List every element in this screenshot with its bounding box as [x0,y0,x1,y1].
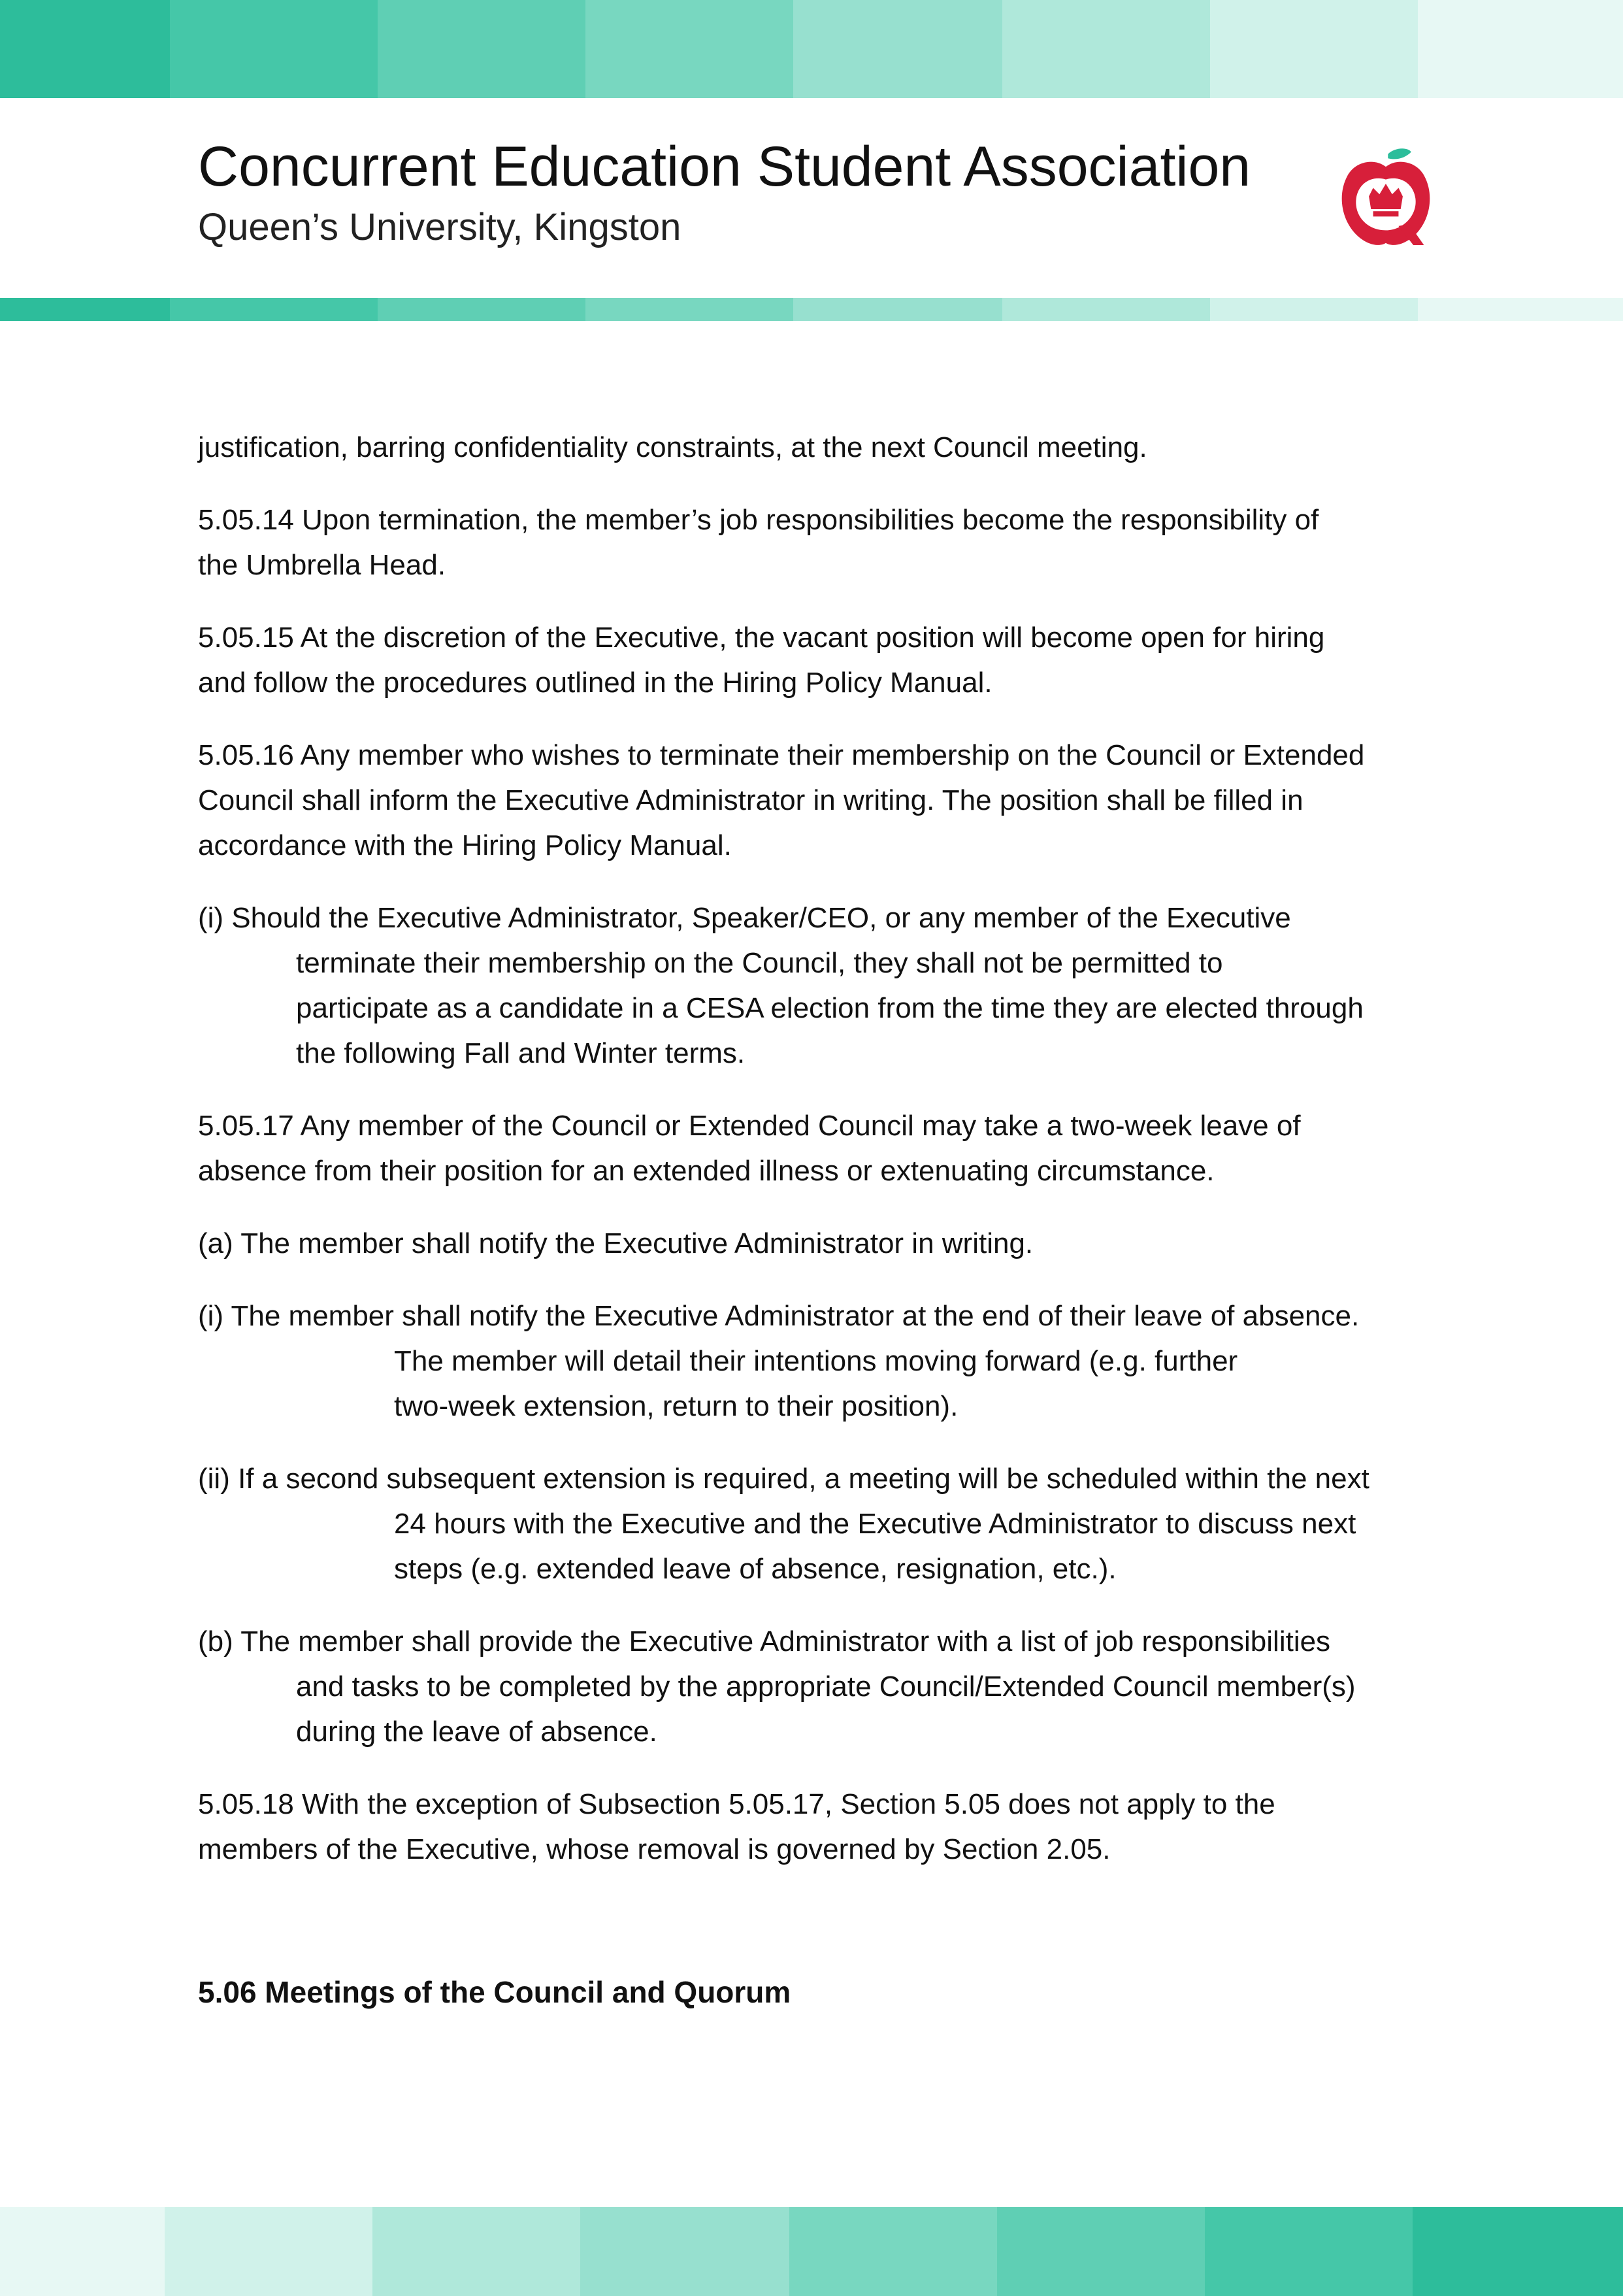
text-line: 5.05.17 Any member of the Council or Extended Council may take a two-week leave of [198,1110,1301,1142]
band-segment [585,0,793,98]
text-line: the following Fall and Winter terms. [296,1037,746,1069]
band-segment [170,298,378,321]
band-segment [997,2207,1205,2296]
text-line: accordance with the Hiring Policy Manual. [198,829,732,861]
band-segment [1002,0,1210,98]
clause-5-05-14 [198,497,1472,588]
text-line: steps (e.g. extended leave of absence, resignation, etc.). [394,1553,1117,1585]
band-segment [378,0,585,98]
text-line: members of the Executive, whose removal is governed by Section 2.05. [198,1833,1111,1865]
text-line: participate as a candidate in a CESA election from the time they are elected through [296,992,1364,1024]
clause-5-05-15 [198,615,1472,705]
text-line: and follow the procedures outlined in the Hiring Policy Manual. [198,667,992,699]
band-segment [372,2207,580,2296]
clause-5-05-16-i [198,895,1472,1076]
band-segment [793,298,1002,321]
apple-crown-q-logo [1333,148,1439,254]
bottom-color-band [0,2207,1623,2296]
clause-5-05-17-a-i [198,1293,1472,1429]
text-line: (b) The member shall provide the Executive Administrator with a list of job responsibilities [198,1625,1331,1657]
text-line: absence from their position for an extended illness or extenuating circumstance. [198,1155,1215,1187]
header-color-rule [0,298,1623,321]
text-line: 5.05.15 At the discretion of the Executive, the vacant position will become open for hiring [198,622,1325,654]
band-segment [378,298,585,321]
text-line: 24 hours with the Executive and the Executive Administrator to discuss next [394,1508,1356,1540]
band-segment [1210,0,1418,98]
band-segment [1418,0,1623,98]
text-line: 5.05.14 Upon termination, the member’s job responsibilities become the responsibility of [198,504,1319,536]
clause-5-05-17 [198,1103,1472,1193]
text-line: 5.05.18 With the exception of Subsection 5.05.17, Section 5.05 does not apply to the [198,1788,1275,1820]
clause-5-05-18 [198,1782,1472,1872]
text-line: justification, barring confidentiality constraints, at the next Council meeting. [198,431,1147,463]
band-segment [1210,298,1418,321]
band-segment [585,298,793,321]
page-subtitle: Queen’s University, Kingston [198,206,681,248]
top-color-band [0,0,1623,98]
text-line: (a) The member shall notify the Executive Administrator in writing. [198,1227,1034,1259]
band-segment [1418,298,1623,321]
band-segment [580,2207,789,2296]
text-line: (i) Should the Executive Administrator, Speaker/CEO, or any member of the Executive [198,902,1291,934]
band-segment [170,0,378,98]
text-line: terminate their membership on the Council, they shall not be permitted to [296,947,1223,979]
text-line: (i) The member shall notify the Executive Administrator at the end of their leave of absence. [198,1300,1360,1332]
clause-5-05-16 [198,733,1472,868]
band-segment [0,2207,165,2296]
clause-5-05-17-b [198,1619,1472,1754]
document-body [198,425,1472,2015]
text-line: the Umbrella Head. [198,549,446,581]
text-line: The member will detail their intentions moving forward (e.g. further [394,1345,1238,1377]
band-segment [0,298,170,321]
band-segment [789,2207,997,2296]
section-heading-5-06: 5.06 Meetings of the Council and Quorum [198,1975,791,2009]
band-segment [1205,2207,1413,2296]
clause-5-05-17-a [198,1221,1472,1266]
page-title: Concurrent Education Student Association [198,135,1251,198]
paragraph [198,425,1472,470]
text-line: and tasks to be completed by the appropriate Council/Extended Council member(s) [296,1671,1356,1703]
band-segment [1413,2207,1623,2296]
band-segment [1002,298,1210,321]
text-line: Council shall inform the Executive Administrator in writing. The position shall be filled in [198,784,1303,816]
text-line: during the leave of absence. [296,1716,657,1748]
text-line: two-week extension, return to their position). [394,1390,959,1422]
band-segment [793,0,1002,98]
text-line: 5.05.16 Any member who wishes to terminate their membership on the Council or Extended [198,739,1365,771]
band-segment [165,2207,372,2296]
text-line: (ii) If a second subsequent extension is required, a meeting will be scheduled within the next [198,1463,1369,1495]
leaf-icon [1388,148,1411,159]
band-segment [0,0,170,98]
clause-5-05-17-a-ii [198,1456,1472,1591]
